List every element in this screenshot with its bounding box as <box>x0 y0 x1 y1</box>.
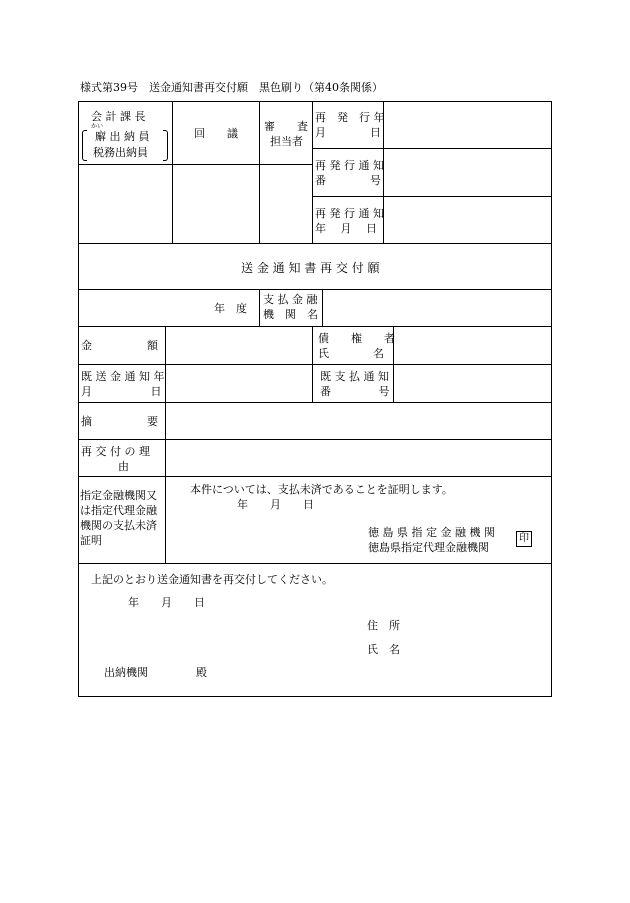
shinsa-tantou-label: 担当者 <box>270 135 303 148</box>
fiscal-year-label: 年 度 <box>214 302 247 315</box>
summary-label: 摘 要 <box>81 415 158 428</box>
reissue-date-field[interactable] <box>384 102 551 148</box>
reissue-notice-date-label-2: 年 月 日 <box>315 222 377 235</box>
name-label: 氏 名 <box>367 643 400 656</box>
address-label: 住 所 <box>367 619 400 632</box>
seal-mark: 印 <box>516 531 532 547</box>
designated-agent-bank-label: 徳島県指定代理金融機関 <box>368 541 489 554</box>
request-text: 上記のとおり送金通知書を再交付してください。 <box>91 573 333 586</box>
reissue-number-field[interactable] <box>384 149 551 196</box>
kaigi-label: 回 議 <box>194 127 238 140</box>
paid-notice-number-label: 既 支 払 通 知 <box>320 370 389 383</box>
kaigi-stamp-field[interactable] <box>173 165 259 243</box>
sent-notice-date-label-2: 月 日 <box>81 385 162 398</box>
accountant-label: 会 計 課 長 <box>91 110 146 123</box>
sent-notice-date-label: 既 送 金 通 知 年 <box>81 370 165 383</box>
paid-notice-number-label-2: 番 号 <box>320 385 390 398</box>
creditor-name-field[interactable] <box>394 327 551 364</box>
reason-label: 再 交 付 の 理 <box>81 445 150 458</box>
tax-cashier-label: 税務出納員 <box>93 146 148 159</box>
address-field[interactable] <box>405 614 545 632</box>
certification-label: 指定金融機関又 <box>80 489 157 502</box>
sent-notice-date-field[interactable] <box>166 365 312 402</box>
furigana-label: かい <box>91 123 104 130</box>
paying-bank-label: 支 払 金 融 <box>263 293 318 306</box>
certification-label-3: 機関の支払未済 <box>80 519 157 532</box>
certification-date: 年 月 日 <box>237 498 314 511</box>
certification-text: 本件については、支払未済であることを証明します。 <box>190 483 453 496</box>
shinsa-stamp-field[interactable] <box>260 165 312 243</box>
paid-notice-number-field[interactable] <box>394 365 551 402</box>
form-title: 送 金 通 知 書 再 交 付 願 <box>241 261 380 275</box>
reissue-date-label: 再 発 行 年 <box>315 111 385 124</box>
name-field[interactable] <box>405 638 545 656</box>
reason-label-2: 由 <box>118 460 129 473</box>
paying-bank-field[interactable] <box>323 290 551 326</box>
amount-label: 金 額 <box>81 339 158 352</box>
amount-field[interactable] <box>166 327 312 364</box>
bracket-left <box>82 130 87 161</box>
creditor-name-label: 氏 名 <box>318 347 384 360</box>
cashier-institution-label: 出納機関 <box>104 666 148 679</box>
certification-label-4: 証明 <box>80 534 102 547</box>
summary-field[interactable] <box>166 403 551 439</box>
honorific-label: 殿 <box>196 666 207 679</box>
reissue-notice-date-label: 再 発 行 通 知 <box>315 207 384 220</box>
accountant-sub-label: 廨 出 納 員 <box>95 130 150 143</box>
shinsa-label: 審 査 <box>264 120 308 133</box>
certification-label-2: は指定代理金融 <box>80 504 157 517</box>
request-date: 年 月 日 <box>128 596 205 609</box>
reason-field[interactable] <box>166 440 551 476</box>
reissue-number-label-2: 番 号 <box>315 174 381 187</box>
reissue-number-label: 再 発 行 通 知 <box>315 159 384 172</box>
reissue-date-label-2: 月 日 <box>315 126 381 139</box>
reissue-notice-date-field[interactable] <box>384 197 551 243</box>
form-header: 様式第39号 送金通知書再交付願 黒色刷り（第40条関係） <box>80 81 383 94</box>
creditor-label: 債 権 者 <box>318 332 395 345</box>
bracket-right <box>163 130 168 161</box>
accountant-stamp-field[interactable] <box>79 165 172 243</box>
paying-bank-label-2: 機 関 名 <box>263 308 318 321</box>
designated-bank-label: 徳 島 県 指 定 金 融 機 関 <box>368 526 495 539</box>
